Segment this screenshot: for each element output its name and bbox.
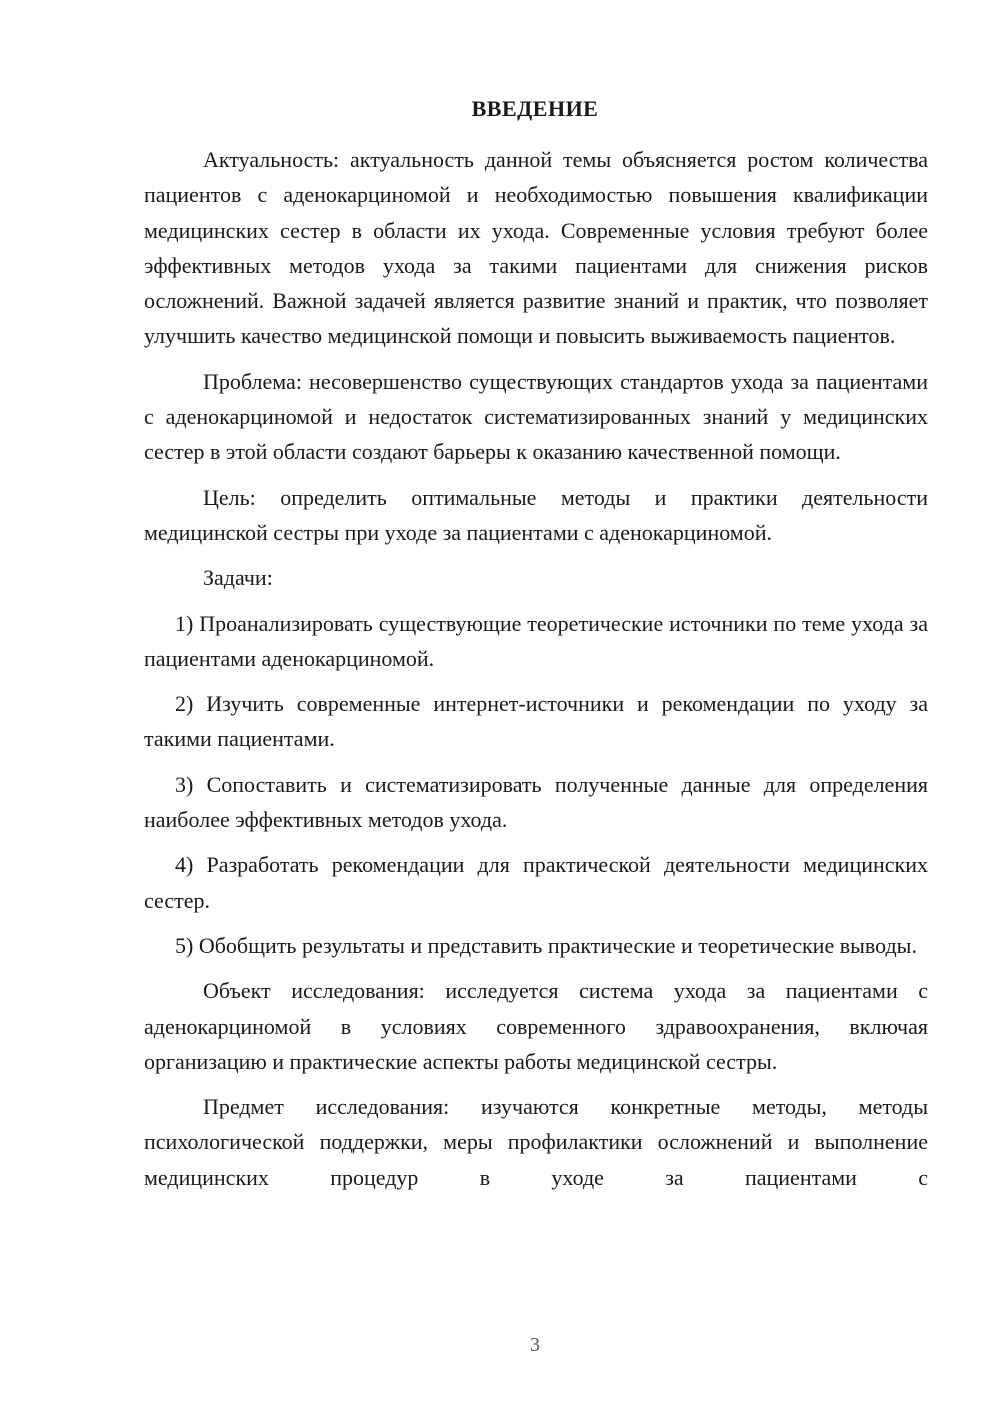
task-item-5: 5) Обобщить результаты и представить практические и теоретические выводы. bbox=[175, 932, 917, 958]
object-paragraph: Объект исследования: исследуется система ухода за пациентами с аденокарциномой в условиях современного здравоохранения, включая организацию и практические аспекты работы медицинской сестры. bbox=[144, 978, 928, 1074]
relevance-paragraph: Актуальность: актуальность данной темы объясняется ростом количества пациентов с аденокарциномой и необходимостью повышения квалификации медицинских сестер в области их ухода. Современные условия требуют более эффективных методов ухода за такими пациентами для снижения рисков осложнений. Важной задачей является развитие знаний и практик, что позволяет улучшить качество медицинской помощи и повысить выживаемость пациентов. bbox=[144, 147, 928, 349]
page-number: 3 bbox=[530, 1334, 540, 1356]
task-item-4: 4) Разработать рекомендации для практической деятельности медицинских сестер. bbox=[144, 852, 928, 913]
document-body bbox=[144, 142, 928, 1205]
goal-paragraph: Цель: определить оптимальные методы и практики деятельности медицинской сестры при уходе за пациентами с аденокарциномой. bbox=[144, 484, 928, 545]
task-item-2: 2) Изучить современные интернет-источники и рекомендации по уходу за такими пациентами. bbox=[144, 691, 928, 752]
problem-paragraph: Проблема: несовершенство существующих стандартов ухода за пациентами с аденокарциномой и недостаток систематизированных знаний у медицинских сестер в этой области создают барьеры к оказанию качественной помощи. bbox=[144, 368, 928, 465]
tasks-heading: Задачи: bbox=[203, 565, 273, 591]
task-item-3: 3) Сопоставить и систематизировать полученные данные для определения наиболее эффективных методов ухода. bbox=[144, 771, 928, 833]
task-item-1: 1) Проанализировать существующие теоретические источники по теме ухода за пациентами аденокарциномой. bbox=[144, 610, 928, 671]
section-heading: ВВЕДЕНИЕ bbox=[471, 96, 599, 121]
subject-paragraph: Предмет исследования: изучаются конкретные методы, методы психологической поддержки, меры профилактики осложнений и выполнение медицинских процедур в уходе за пациентами с bbox=[144, 1094, 928, 1190]
